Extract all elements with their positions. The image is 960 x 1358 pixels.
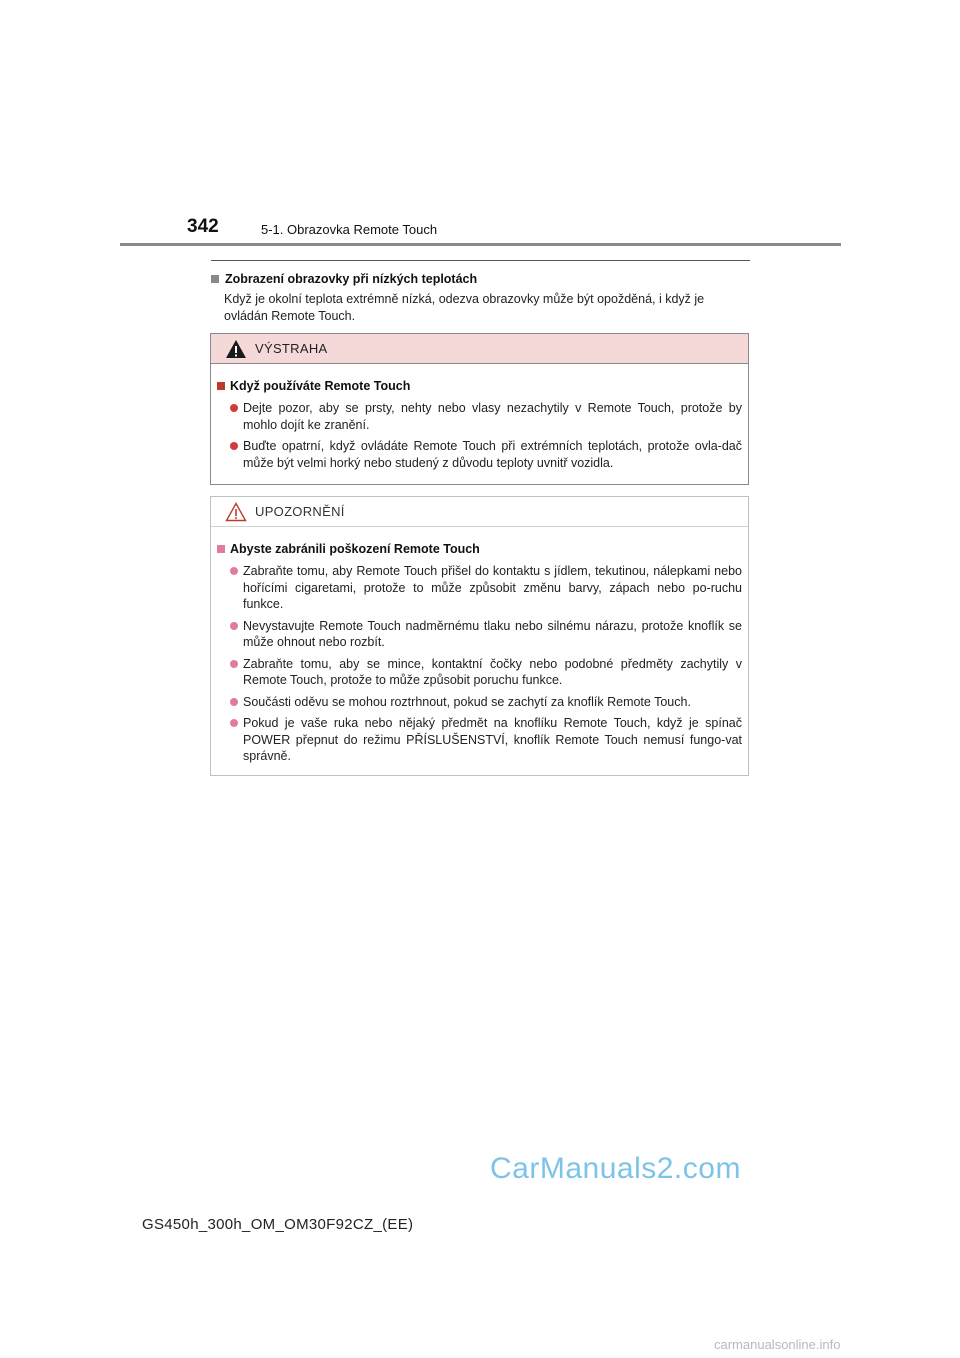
low-temperature-section	[211, 270, 750, 325]
caution-bullet-text: Pokud je vaše ruka nebo nějaký předmět na knoflíku Remote Touch, když je spínač POWER přepnut do režimu PŘÍSLUŠENSTVÍ, knoflík Remote Touch nemusí fungo-vat správně.	[243, 716, 742, 763]
warning-triangle-icon	[225, 339, 247, 359]
caution-bullet	[217, 563, 742, 613]
bullet-dot-icon	[230, 622, 238, 630]
caution-bullet	[217, 656, 742, 689]
warning-bullet-text: Buďte opatrní, když ovládáte Remote Touch při extrémních teplotách, protože ovla-dač může být velmi horký nebo studený z důvodu teploty uvnitř vozidla.	[243, 439, 742, 470]
header-divider	[120, 243, 841, 246]
bullet-dot-icon	[230, 660, 238, 668]
watermark-logo: CarManuals2.com	[490, 1152, 741, 1185]
square-bullet-icon	[211, 275, 219, 283]
caution-body	[211, 527, 748, 765]
document-code: GS450h_300h_OM_OM30F92CZ_(EE)	[142, 1216, 414, 1233]
warning-bullet	[217, 438, 742, 471]
warning-bullet-text: Dejte pozor, aby se prsty, nehty nebo vlasy nezachytily v Remote Touch, protože by mohlo dojít ke zranění.	[243, 401, 742, 432]
caution-bullet-text: Nevystavujte Remote Touch nadměrnému tlaku nebo silnému nárazu, protože knoflík se může ohnout nebo rozbít.	[243, 618, 742, 649]
warning-heading-text: Když používáte Remote Touch	[230, 379, 411, 393]
warning-box	[210, 333, 749, 485]
caution-bullet-text: Zabraňte tomu, aby Remote Touch přišel do kontaktu s jídlem, tekutinou, nálepkami nebo hořícími cigaretami, protože to může způsobit změnu barvy, zápach nebo po-ruchu funkce.	[243, 564, 742, 611]
bullet-dot-icon	[230, 404, 238, 412]
page-number: 342	[187, 216, 219, 237]
chapter-title: 5-1. Obrazovka Remote Touch	[261, 222, 438, 237]
caution-header	[211, 497, 748, 527]
caution-heading	[217, 540, 742, 558]
bullet-dot-icon	[230, 698, 238, 706]
caution-bullet	[217, 715, 742, 765]
warning-header	[211, 334, 748, 364]
section-heading-text: Zobrazení obrazovky při nízkých teplotách	[225, 272, 478, 286]
caution-box	[210, 496, 749, 776]
square-bullet-icon	[217, 382, 225, 390]
bullet-dot-icon	[230, 719, 238, 727]
caution-title: UPOZORNĚNÍ	[255, 504, 345, 519]
watermark-url: carmanualsonline.info	[714, 1337, 841, 1352]
section-paragraph: Když je okolní teplota extrémně nízká, odezva obrazovky může být opožděná, i když je ovládán Remote Touch.	[224, 292, 705, 323]
caution-heading-text: Abyste zabránili poškození Remote Touch	[230, 542, 480, 556]
section-heading	[211, 270, 750, 288]
warning-title: VÝSTRAHA	[255, 341, 328, 356]
warning-body	[211, 364, 748, 471]
warning-heading	[217, 377, 742, 395]
square-bullet-icon	[217, 545, 225, 553]
bullet-dot-icon	[230, 442, 238, 450]
caution-bullet-text: Zabraňte tomu, aby se mince, kontaktní čočky nebo podobné předměty zachytily v Remote Touch, protože to může způsobit poruchu funkce.	[243, 656, 742, 687]
caution-triangle-icon	[225, 502, 247, 522]
caution-bullet-text: Součásti oděvu se mohou roztrhnout, pokud se zachytí za knoflík Remote Touch.	[243, 694, 691, 709]
warning-bullet	[217, 400, 742, 433]
caution-bullet	[217, 618, 742, 651]
bullet-dot-icon	[230, 567, 238, 575]
page-header	[0, 0, 960, 250]
section-divider	[211, 260, 750, 261]
caution-bullet	[217, 694, 742, 711]
